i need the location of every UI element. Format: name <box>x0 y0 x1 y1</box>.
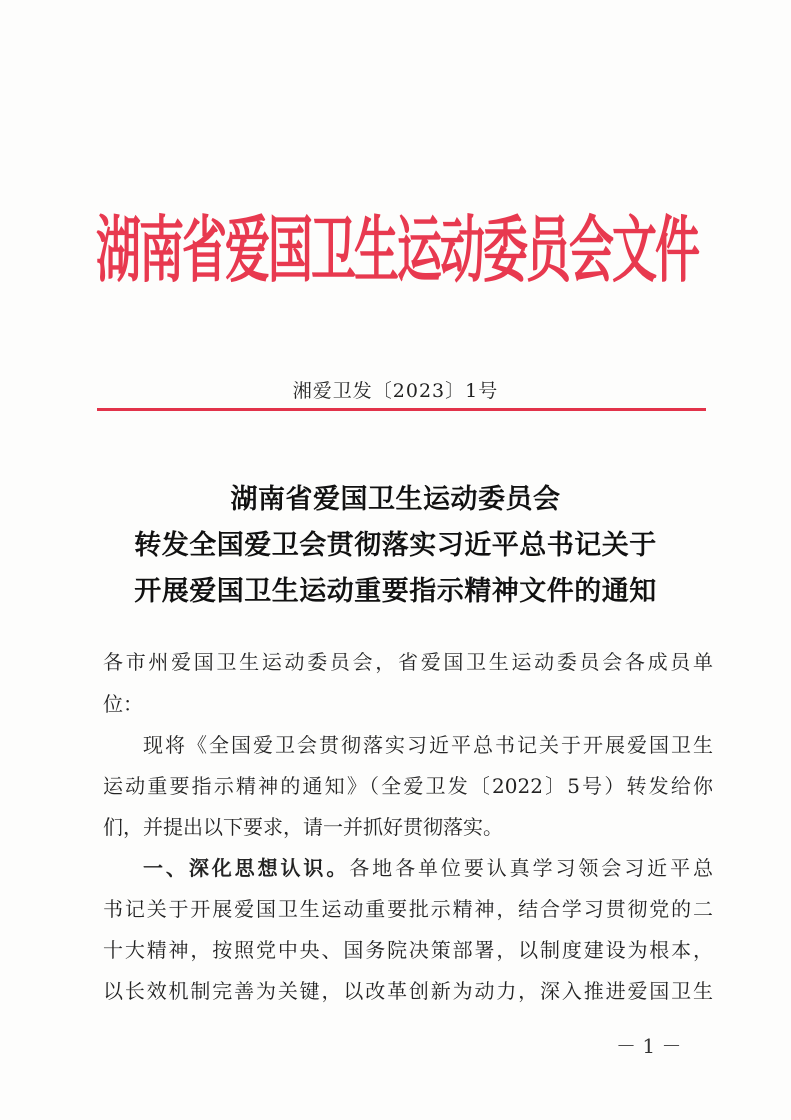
addressee-line-2: 位： <box>103 692 143 716</box>
paragraph-2-line-2: 书记关于开展爱国卫生运动重要批示精神，结合学习贯彻党的二 <box>103 897 713 921</box>
paragraph-2-line-1 <box>143 852 713 881</box>
paragraph-1-line-3: 们，并提出以下要求，请一并抓好贯彻落实。 <box>103 815 503 839</box>
page-number-text: － 1 － <box>616 1034 682 1058</box>
section-heading-deepen-understanding: 一、深化思想认识。 <box>143 856 350 880</box>
document-number: 湘爱卫发〔2023〕1号 <box>292 380 499 402</box>
masthead-title: 湖南省爱国卫生运动委员会文件 <box>96 207 699 293</box>
notice-title-line-3: 开展爱国卫生运动重要指示精神文件的通知 <box>134 576 657 607</box>
paragraph-2-line-4: 以长效机制完善为关键，以改革创新为动力，深入推进爱国卫生 <box>103 979 713 1003</box>
paragraph-1-line-2: 运动重要指示精神的通知》（全爱卫发〔2022〕5号）转发给你 <box>103 774 713 798</box>
paragraph-2-line-3: 十大精神，按照党中央、国务院决策部署，以制度建设为根本， <box>103 938 713 962</box>
paragraph-2-line-1-rest: 各地各单位要认真学习领会习近平总 <box>349 856 713 880</box>
notice-title-line-1: 湖南省爱国卫生运动委员会 <box>230 484 561 515</box>
paragraph-1-line-1: 现将《全国爱卫会贯彻落实习近平总书记关于开展爱国卫生 <box>143 733 713 757</box>
addressee-line-1: 各市州爱国卫生运动委员会，省爱国卫生运动委员会各成员单 <box>103 650 713 674</box>
red-separator-line <box>97 408 706 411</box>
notice-title-line-2: 转发全国爱卫会贯彻落实习近平总书记关于 <box>134 530 657 561</box>
